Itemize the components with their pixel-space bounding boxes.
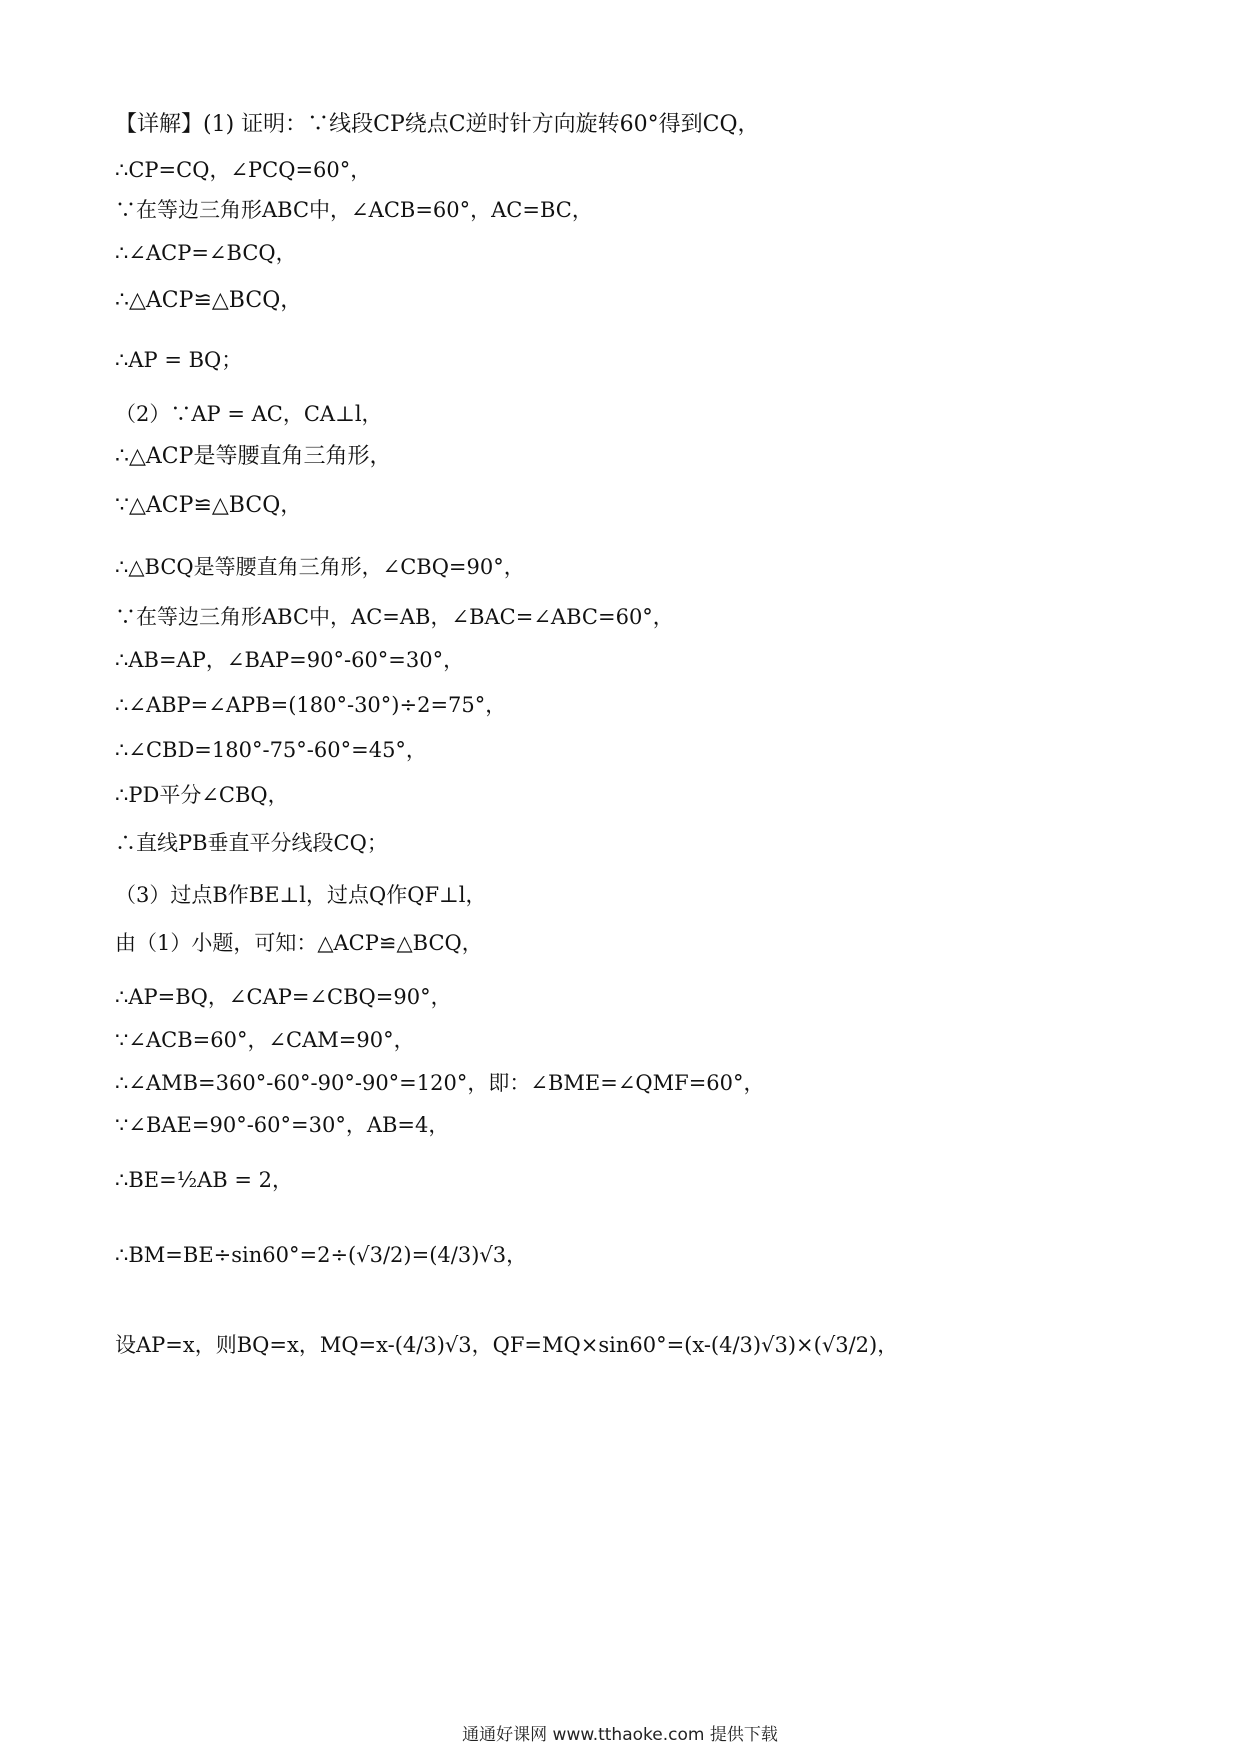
footer-watermark: 通通好课网 www.tthaoke.com 提供下载 — [462, 1725, 778, 1745]
text-line: ∵△ACP≌△BCQ， — [115, 493, 303, 518]
text-line: ∴BE=½AB = 2， — [115, 1168, 293, 1192]
text-line: ∴∠AMB=360°-60°-90°-90°=120°，即：∠BME=∠QMF=60°， — [115, 1071, 765, 1095]
text-line: ∴AB=AP，∠BAP=90°-60°=30°， — [115, 648, 465, 672]
text-line: 【详解】(1) 证明：∵线段CP绕点C逆时针方向旋转60°得到CQ， — [115, 112, 760, 137]
text-line: ∵∠BAE=90°-60°=30°，AB=4， — [115, 1113, 450, 1137]
text-line: （2）∵AP = AC，CA⊥l， — [115, 402, 383, 426]
text-line: 由（1）小题，可知：△ACP≌△BCQ， — [115, 931, 483, 955]
text-line: ∵∠ACB=60°，∠CAM=90°， — [115, 1028, 415, 1052]
text-line: ∴直线PB垂直平分线段CQ； — [115, 831, 388, 855]
text-line: ∴△ACP≌△BCQ， — [115, 288, 303, 313]
text-line: ∴BM=BE÷sin60°=2÷(√3/2)=(4/3)√3， — [115, 1243, 528, 1267]
text-line: ∴CP=CQ，∠PCQ=60°， — [115, 158, 372, 182]
text-line: ∴AP = BQ； — [115, 348, 243, 372]
text-line: ∴△BCQ是等腰直角三角形，∠CBQ=90°， — [115, 555, 525, 579]
text-line: （3）过点B作BE⊥l，过点Q作QF⊥l， — [115, 883, 487, 907]
text-line: ∴∠CBD=180°-75°-60°=45°， — [115, 738, 427, 762]
text-line: ∴∠ABP=∠APB=(180°-30°)÷2=75°， — [115, 693, 507, 717]
text-line: ∵在等边三角形ABC中，AC=AB，∠BAC=∠ABC=60°， — [115, 605, 674, 629]
text-line: ∵在等边三角形ABC中，∠ACB=60°，AC=BC， — [115, 198, 593, 222]
text-line: ∴AP=BQ，∠CAP=∠CBQ=90°， — [115, 985, 452, 1009]
text-line: ∴PD平分∠CBQ， — [115, 783, 289, 807]
text-line: 设AP=x，则BQ=x，MQ=x-(4/3)√3，QF=MQ×sin60°=(x-(4/3)√3)×(√3/2)， — [115, 1333, 899, 1357]
text-line: ∴△ACP是等腰直角三角形， — [115, 444, 392, 469]
text-line: ∴∠ACP=∠BCQ， — [115, 241, 297, 265]
